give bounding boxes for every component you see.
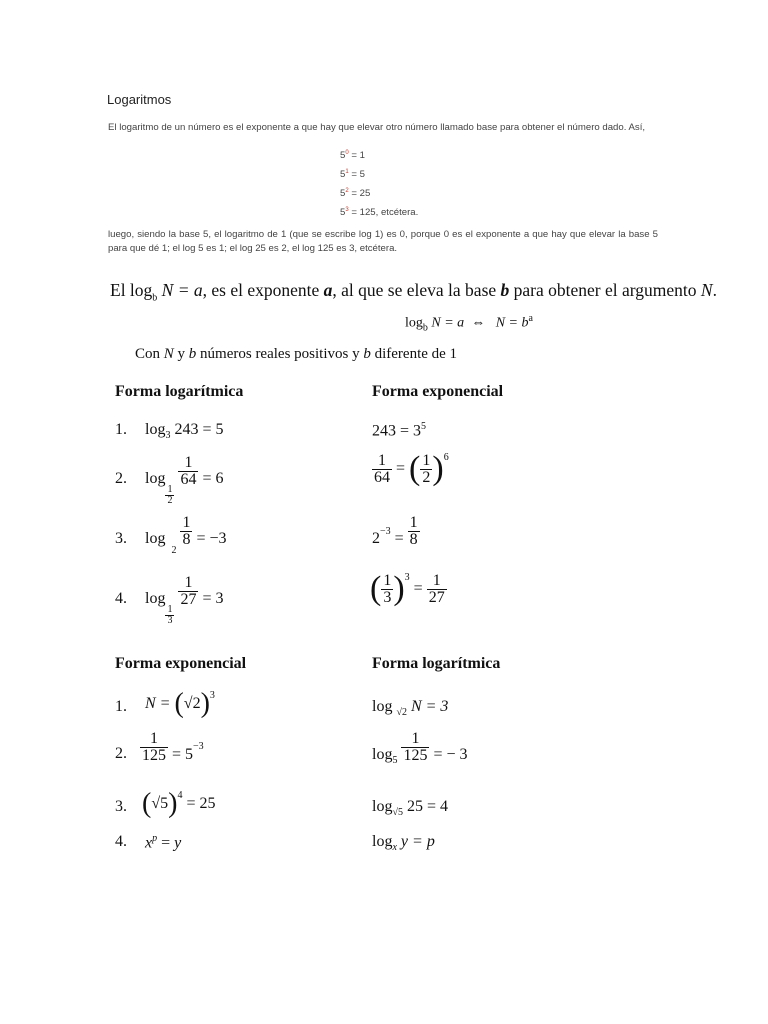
- s2-r3-log: $\log_{√5} 25 = 4$: [372, 798, 448, 819]
- s2-r3-exp: $(√5)^4 = 25$: [142, 788, 216, 819]
- s2-r2-exp: $\frac{1}{125}$ = $5^{-3}$: [142, 730, 204, 764]
- section2-left-header: Forma exponencial: [115, 655, 247, 672]
- equivalence: $\log_b N = a$ ⇔ $N = b^a$: [405, 313, 533, 334]
- intro-text: El logaritmo de un número es el exponente a que hay que elevar otro número llamado base para obtener el número dado. Así,: [108, 122, 646, 133]
- s2-r4-number: 4.: [115, 833, 127, 850]
- s2-r1-exp: $N = (√2)^3$: [145, 688, 215, 719]
- explanation-paragraph: luego, siendo la base 5, el logaritmo de 1 (que se escribe log 1) es 0, porque 0 es el exponente a que hay que elevar la base 5 para que dé 1; el log 5 es 1; el log 25 es 2, el log 125 es 3, etcétera.: [108, 229, 658, 254]
- s1-r1-number: 1.: [115, 421, 127, 438]
- s1-r2-exp: $\frac{1}{64}$ = ( $\frac{1}{2}$ )$^6$: [374, 450, 449, 487]
- example-0: $5^0 = 1$: [340, 150, 365, 162]
- section1-right-header: Forma exponencial: [372, 383, 504, 400]
- equivalence-arrow-icon: ⇔: [471, 315, 486, 331]
- condition: Con N y b números reales positivos y b diferente de 1: [135, 346, 458, 362]
- s1-r1-exp: $243 = 3^5$: [372, 421, 427, 440]
- example-2: $5^2 = 25$: [340, 188, 371, 200]
- s1-r3-number: 3.: [115, 530, 127, 547]
- s1-r3-log: log2 $\frac{1}{8}$ = −3: [145, 514, 227, 556]
- page-title: Logaritmos: [107, 92, 172, 107]
- s1-r4-exp: ( $\frac{1}{3}$ )$^3$ = $\frac{1}{27}$: [370, 570, 445, 607]
- s1-r4-log: log $\frac{1}{3}$ $\frac{1}{27}$ = 3: [145, 574, 224, 626]
- s2-r1-number: 1.: [115, 698, 127, 715]
- section2-right-header: Forma logarítmica: [372, 655, 501, 672]
- s1-r2-number: 2.: [115, 470, 127, 487]
- example-3: $5^3 = 125$, etcétera.: [340, 207, 419, 219]
- s1-r4-number: 4.: [115, 590, 127, 607]
- s2-r2-number: 2.: [115, 745, 127, 762]
- s2-r1-log: log $_{√2}$ N = 3: [372, 698, 449, 719]
- definition: El $\log_b N = a$, es el exponente a, al que se eleva la base b para obtener el argumento N.: [110, 280, 717, 304]
- s2-r2-log: log5 $\frac{1}{125}$ = − 3: [372, 730, 468, 766]
- section1-left-header: Forma logarítmica: [115, 383, 244, 400]
- s2-r4-log: $\log_x y = p$: [372, 833, 435, 854]
- example-1: $5^1 = 5$: [340, 169, 365, 181]
- s1-r3-exp: $2^{-3}$ = $\frac{1}{8}$: [372, 514, 418, 548]
- s1-r1-log: $\log_3 243 = 5$: [145, 421, 224, 442]
- s2-r3-number: 3.: [115, 798, 127, 815]
- s2-r4-exp: $x^p = y$: [145, 833, 182, 852]
- s1-r2-log: log $\frac{1}{2}$ $\frac{1}{64}$ = 6: [145, 454, 224, 506]
